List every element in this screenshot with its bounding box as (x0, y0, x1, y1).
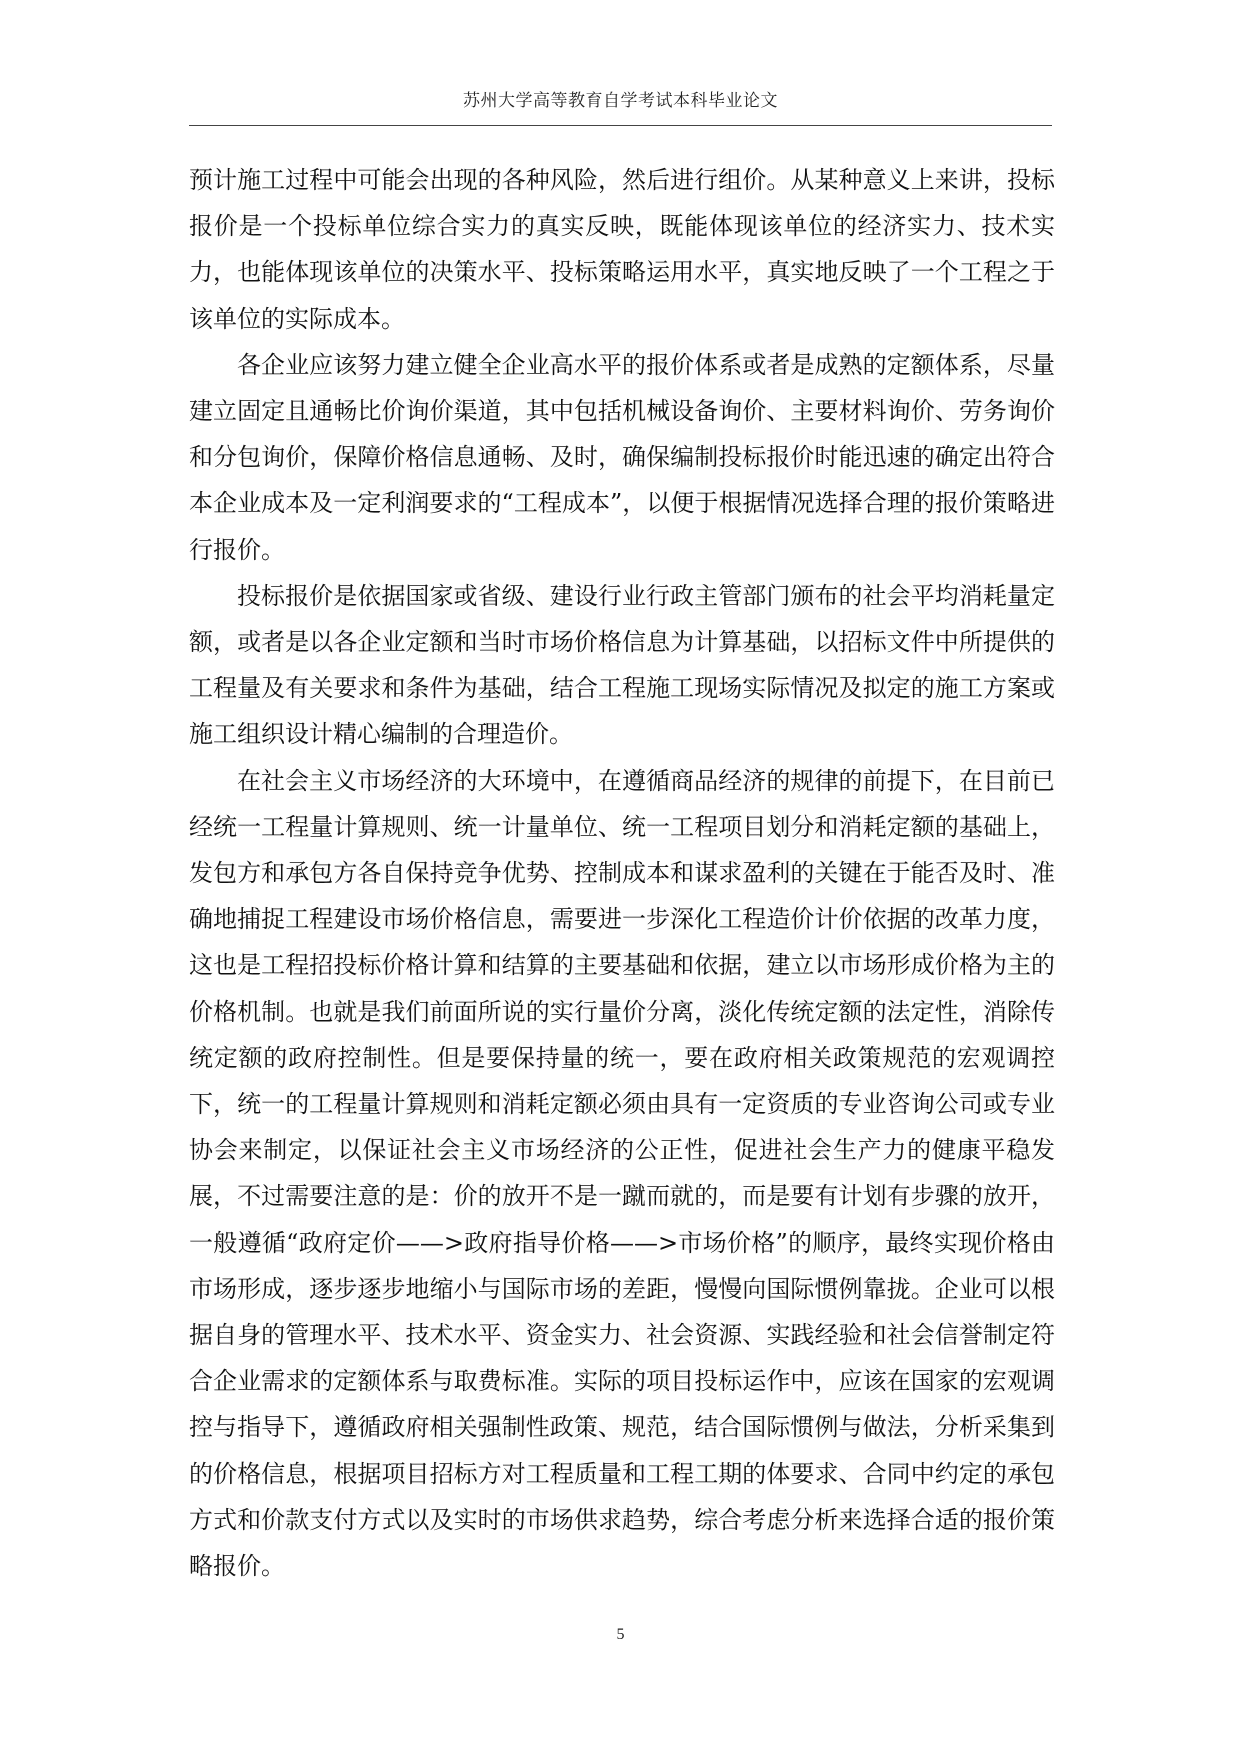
page-header (189, 86, 1052, 126)
page-number: 5 (616, 1626, 625, 1643)
header-title: 苏州大学高等教育自学考试本科毕业论文 (463, 91, 778, 111)
paragraph-bid-price-definition: 投标报价是依据国家或省级、建设行业行政主管部门颁布的社会平均消耗量定额，或者是以各企业定额和当时市场价格信息为计算基础，以招标文件中所提供的工程量及有关要求和条件为基础，结合工程施工现场实际情况及拟定的施工方案或施工组织设计精心编制的合理造价。 (189, 581, 1055, 749)
paragraph-market-economy: 在社会主义市场经济的大环境中，在遵循商品经济的规律的前提下，在目前已经统一工程量计算规则、统一计量单位、统一工程项目划分和消耗定额的基础上，发包方和承包方各自保持竞争优势、控制成本和谋求盈利的关键在于能否及时、准确地捕捉工程建设市场价格信息，需要进一步深化工程造价计价依据的改革力度，这也是工程招投标价格计算和结算的主要基础和依据，建立以市场形成价格为主的价格机制。也就是我们前面所说的实行量价分离，淡化传统定额的法定性，消除传统定额的政府控制性。但是要保持量的统一，要在政府相关政策规范的宏观调控下，统一的工程量计算规则和消耗定额必须由具有一定资质的专业咨询公司或专业协会来制定，以保证社会主义市场经济的公正性，促进社会生产力的健康平稳发展，不过需要注意的是：价的放开不是一蹴而就的，而是要有计划有步骤的放开，一般遵循“政府定价——>政府指导价格——>市场价格”的顺序，最终实现价格由市场形成，逐步逐步地缩小与国际市场的差距，慢慢向国际惯例靠拢。企业可以根据自身的管理水平、技术水平、资金实力、社会资源、实践经验和社会信誉制定符合企业需求的定额体系与取费标准。实际的项目投标运作中，应该在国家的宏观调控与指导下，遵循政府相关强制性政策、规范，结合国际惯例与做法，分析采集到的价格信息，根据项目招标方对工程质量和工程工期的体要求、合同中约定的承包方式和价款支付方式以及实时的市场供求趋势，综合考虑分析来选择合适的报价策略报价。 (189, 766, 1055, 1581)
paragraph-quota-system: 各企业应该努力建立健全企业高水平的报价体系或者是成熟的定额体系，尽量建立固定且通畅比价询价渠道，其中包括机械设备询价、主要材料询价、劳务询价和分包询价，保障价格信息通畅、及时，确保编制投标报价时能迅速的确定出符合本企业成本及一定利润要求的“工程成本”，以便于根据情况选择合理的报价策略进行报价。 (189, 350, 1055, 564)
body-text (189, 157, 1055, 1589)
paragraph-continuation: 预计施工过程中可能会出现的各种风险，然后进行组价。从某种意义上来讲，投标报价是一个投标单位综合实力的真实反映，既能体现该单位的经济实力、技术实力，也能体现该单位的决策水平、投标策略运用水平，真实地反映了一个工程之于该单位的实际成本。 (189, 166, 1055, 333)
